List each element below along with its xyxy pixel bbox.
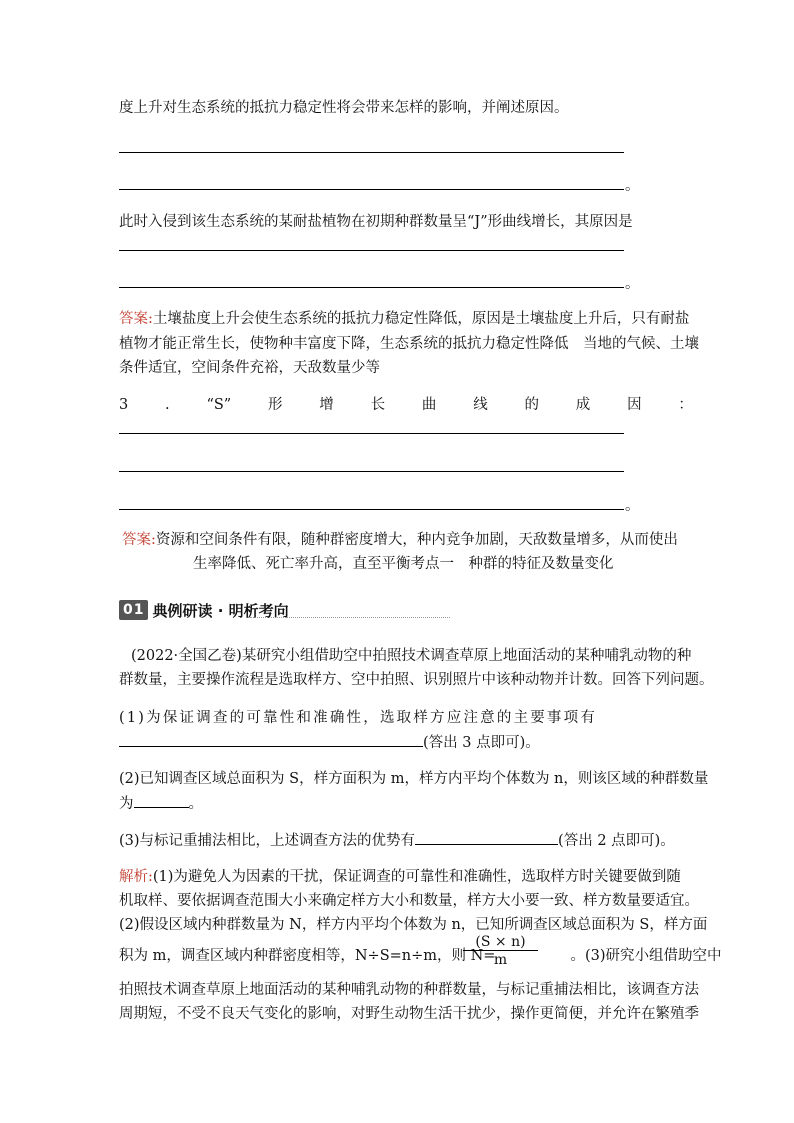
section-divider <box>250 617 450 618</box>
q-char: 线 <box>473 397 488 413</box>
analysis-text: 周期短，不受不良天气变化的影响，对野生动物生活干扰少，操作更简便，并允许在繁殖季 <box>119 1006 699 1022</box>
q-char: 增 <box>319 397 334 413</box>
answer-line <box>122 530 678 550</box>
example-q3-pre: (3)与标记重捕法相比，上述调查方法的优势有 <box>119 833 416 849</box>
fraction-numerator: (S × n) <box>463 934 538 951</box>
answer-blank[interactable] <box>134 793 189 808</box>
q-char: 的 <box>524 397 539 413</box>
q-char: . <box>165 397 170 413</box>
question-s-curve <box>119 395 693 415</box>
analysis-text: 机取样、要依据调查范围大小来确定样方大小和数量，样方大小要一致、样方数量要适宜。 <box>119 893 699 909</box>
example-q2-pre: 为 <box>119 796 134 812</box>
example-q2: (2)已知调查区域总面积为 S，样方面积为 m，样方内平均个体数为 n，则该区域的种群数量 <box>119 771 709 787</box>
analysis-text: 。(3)研究小组借助空中 <box>570 948 722 964</box>
analysis-text: (2)假设区域内种群数量为 N，样方内平均个体数为 n，已知所调查区域总面积为 S，样方面 <box>119 917 708 933</box>
example-q1 <box>119 708 675 728</box>
period-mark: 。 <box>625 178 640 194</box>
answer-blank[interactable] <box>119 732 423 747</box>
q-char: 因 <box>627 397 642 413</box>
answer-blank-line[interactable] <box>119 287 624 288</box>
answer-label: 答案: <box>119 311 153 327</box>
analysis-line <box>119 867 681 887</box>
q-char: 曲 <box>421 397 437 413</box>
answer-blank-line[interactable] <box>119 509 624 510</box>
answer-blank-line[interactable] <box>119 433 624 434</box>
answer-blank-line[interactable] <box>119 152 624 153</box>
example-q1-text: (1)为保证调查的可靠性和准确性，选取样方应注意的主要事项有 <box>119 710 598 726</box>
q-char: ： <box>678 397 693 413</box>
analysis-text: 拍照技术调查草原上地面活动的某种哺乳动物的种群数量，与标记重捕法相比，该调查方法 <box>119 982 699 998</box>
period-mark: 。 <box>625 276 640 292</box>
analysis-label: 解析: <box>119 869 153 885</box>
analysis-text: (1)为避免人为因素的干扰，保证调查的可靠性和准确性，选取样方时关键要做到随 <box>152 869 681 885</box>
answer-blank-line[interactable] <box>119 250 624 251</box>
q-char: 3 <box>119 397 129 413</box>
example-q1-tail: (答出 3 点即可)。 <box>423 735 540 751</box>
example-q3 <box>119 830 675 851</box>
answer-text: 生率降低、死亡率升高，直至平衡考点一 种群的特征及数量变化 <box>193 556 614 572</box>
fraction <box>463 934 538 969</box>
answer-text: 土壤盐度上升会使生态系统的抵抗力稳定性降低，原因是土壤盐度上升后，只有耐盐 <box>152 311 690 327</box>
q-char: 长 <box>370 397 386 413</box>
q-char: 形 <box>268 397 283 413</box>
example-q2-answer <box>119 793 203 814</box>
answer-text: 条件适宜，空间条件充裕，天敌数量少等 <box>119 360 380 376</box>
answer-blank[interactable] <box>415 830 558 845</box>
analysis-text: 积为 m，调查区域内种群密度相等，N÷S=n÷m，则 N= <box>119 948 496 964</box>
period-mark: 。 <box>625 498 640 514</box>
section-badge: 01 <box>119 600 148 620</box>
section-heading <box>119 598 289 622</box>
answer-text: 资源和空间条件有限，随种群密度增大，种内竞争加剧，天敌数量增多，从而使出 <box>155 532 678 548</box>
example-text: 群数量，主要操作流程是选取样方、空中拍照、识别照片中该种动物并计数。回答下列问题。 <box>119 672 714 688</box>
section-title: 典例研读 · 明析考向 <box>152 601 289 620</box>
period-mark: 。 <box>188 796 203 812</box>
answer-blank-line[interactable] <box>119 189 624 190</box>
q-char: 成 <box>575 397 591 413</box>
example-q3-tail: (答出 2 点即可)。 <box>558 833 675 849</box>
question-text: 此时入侵到该生态系统的某耐盐植物在初期种群数量呈“J”形曲线增长，其原因是 <box>119 214 633 230</box>
answer-line <box>119 309 689 329</box>
example-q1-answer <box>119 732 540 753</box>
analysis-text-with-fraction <box>119 946 722 966</box>
answer-label: 答案: <box>122 532 156 548</box>
q-char: “S” <box>206 397 232 413</box>
question-text: 度上升对生态系统的抵抗力稳定性将会带来怎样的影响，并阐述原因。 <box>119 100 569 116</box>
example-text: (2022·全国乙卷)某研究小组借助空中拍照技术调查草原上地面活动的某种哺乳动物的种 <box>131 648 692 664</box>
fraction-denominator: m <box>493 952 508 968</box>
answer-blank-line[interactable] <box>119 471 624 472</box>
answer-text: 植物才能正常生长，使物种丰富度下降，生态系统的抵抗力稳定性降低 当地的气候、土壤 <box>119 336 699 352</box>
